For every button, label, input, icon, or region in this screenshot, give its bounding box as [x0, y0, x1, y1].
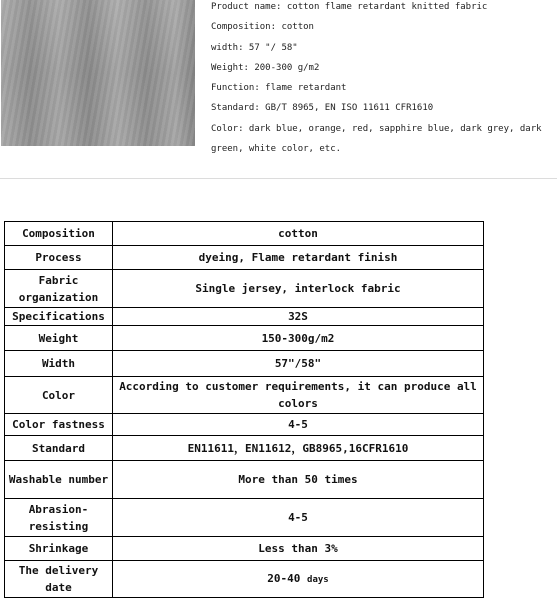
row-label: Weight — [5, 326, 113, 351]
table-row — [5, 222, 484, 246]
table-row — [5, 270, 484, 308]
color-info: Color: dark blue, orange, red, sapphire blue, dark grey, dark green, white color, etc. — [211, 123, 542, 155]
row-value: Less than 3% — [113, 537, 484, 561]
product-name: Product name: cotton flame retardant knitted fabric — [211, 2, 488, 12]
row-value: Single jersey, interlock fabric — [113, 270, 484, 308]
row-value: 4-5 — [113, 414, 484, 436]
table-row — [5, 537, 484, 561]
row-label: Process — [5, 246, 113, 270]
product-info-list — [211, 0, 557, 159]
function-info: Function: flame retardant — [211, 83, 347, 94]
standard-info: Standard: GB/T 8965, EN ISO 11611 CFR1610 — [211, 103, 434, 114]
row-label: Color fastness — [5, 414, 113, 436]
row-label: Composition — [5, 222, 113, 246]
section-divider — [0, 178, 557, 179]
delivery-unit: days — [307, 574, 329, 585]
table-row — [5, 499, 484, 537]
table-row — [5, 246, 484, 270]
row-value: EN11611，EN11612，GB8965,16CFR1610 — [113, 436, 484, 461]
row-value: 150-300g/m2 — [113, 326, 484, 351]
table-row — [5, 461, 484, 499]
spec-table — [4, 221, 484, 598]
row-value: According to customer requirements, it can produce all colors — [113, 377, 484, 414]
row-label: Fabric organization — [5, 270, 113, 308]
width-info: width: 57 "/ 58" — [211, 42, 298, 53]
delivery-range: 20-40 — [267, 571, 301, 585]
table-row — [5, 351, 484, 377]
row-value: cotton — [113, 222, 484, 246]
row-value: 57"/58" — [113, 351, 484, 377]
row-label: Shrinkage — [5, 537, 113, 561]
row-label: Standard — [5, 436, 113, 461]
table-row — [5, 561, 484, 598]
table-row — [5, 308, 484, 326]
row-value: dyeing, Flame retardant finish — [113, 246, 484, 270]
row-value: More than 50 times — [113, 461, 484, 499]
row-value — [113, 561, 484, 598]
table-row — [5, 326, 484, 351]
fabric-photo — [1, 0, 195, 146]
row-label: Abrasion-resisting — [5, 499, 113, 537]
row-value: 4-5 — [113, 499, 484, 537]
row-label: Washable number — [5, 461, 113, 499]
composition-info: Composition: cotton — [211, 22, 314, 33]
table-row — [5, 377, 484, 414]
table-row — [5, 414, 484, 436]
row-label: The delivery date — [5, 561, 113, 598]
table-row — [5, 436, 484, 461]
row-label: Width — [5, 351, 113, 377]
row-value: 32S — [113, 308, 484, 326]
row-label: Specifications — [5, 308, 113, 326]
weight-info: Weight: 200-300 g/m2 — [211, 62, 320, 73]
row-label: Color — [5, 377, 113, 414]
